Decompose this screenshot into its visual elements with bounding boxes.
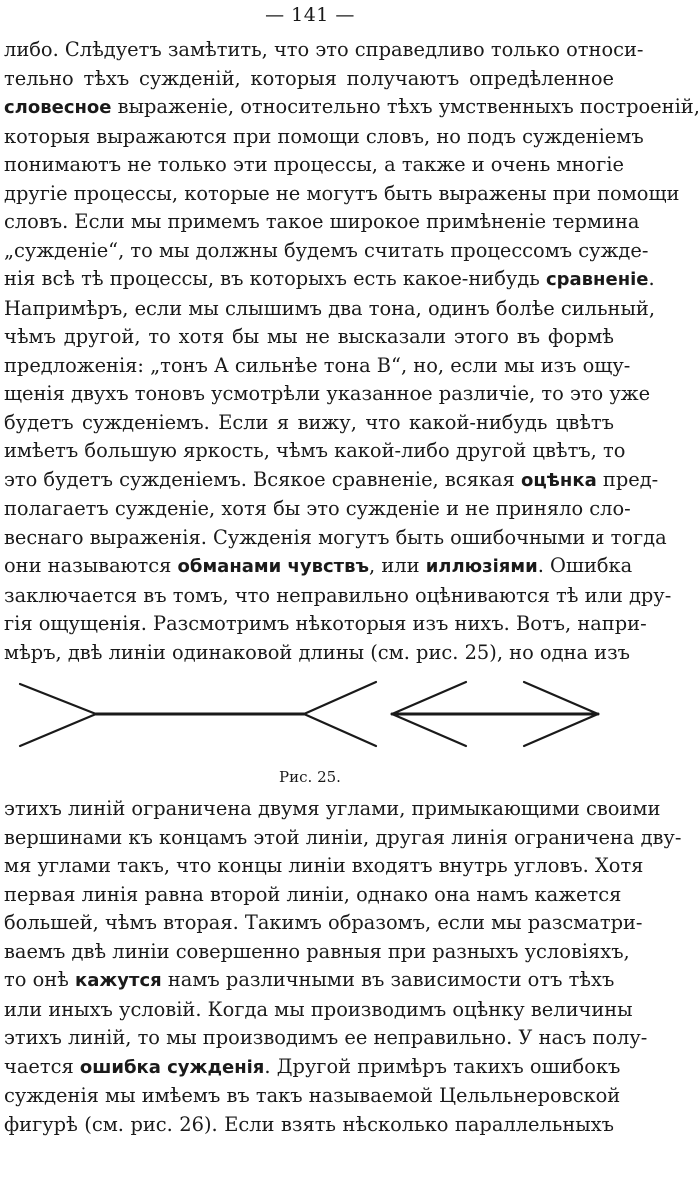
emphasized-term: иллюзіями <box>425 556 538 577</box>
text-line: будетъ сужденіемъ. Если я вижу, что какой-нибудь цвѣтъ <box>4 410 614 434</box>
text-line: „сужденіе“, то мы должны будемъ считать процессомъ сужде- <box>4 238 649 262</box>
text-line: фигурѣ (см. рис. 26). Если взять нѣсколько параллельныхъ <box>4 1112 614 1136</box>
text-line: заключается въ томъ, что неправильно оцѣниваются тѣ или дру- <box>4 583 672 607</box>
figure-right-fin-upper-left <box>392 682 466 714</box>
text-line: сужденія мы имѣемъ въ такъ называемой Цельльнеровской <box>4 1084 621 1107</box>
figure-left-fin-upper-right <box>304 682 376 714</box>
emphasized-term: ошибка сужденія <box>79 1056 265 1078</box>
text-line: предложенія: „тонъ А сильнѣе тона В“, но, если мы изъ ощу- <box>4 353 631 377</box>
text-line: полагаетъ сужденіе, хотя бы это сужденіе и не приняло сло- <box>4 497 631 520</box>
text-line: другіе процессы, которые не могутъ быть выражены при помощи <box>4 181 680 205</box>
figure-caption: Рис. 25. <box>279 768 341 786</box>
text-line: Напримѣръ, если мы слышимъ два тона, одинъ болѣе сильный, <box>4 296 656 320</box>
text-line: тельно тѣхъ сужденій, которыя получаютъ опредѣленное <box>4 66 614 90</box>
text-line: этихъ линій, то мы производимъ ее неправильно. У насъ полу- <box>4 1026 648 1049</box>
text-line: которыя выражаются при помощи словъ, но подъ сужденіемъ <box>4 124 644 148</box>
text-line: понимаютъ не только эти процессы, а также и очень многіе <box>4 153 624 176</box>
text-line: мѣръ, двѣ линіи одинаковой длины (см. рис. 25), но одна изъ <box>4 640 631 664</box>
figure-right-fin-lower-right <box>524 714 598 746</box>
text-line: первая линія равна второй линіи, однако она намъ кажется <box>4 882 622 906</box>
emphasized-term: обманами чувствъ <box>177 556 370 577</box>
text-line: чается ошибка сужденія. Другой примѣръ такихъ ошибокъ <box>4 1054 621 1078</box>
figure-right-fin-upper-right <box>524 682 598 714</box>
text-line: или иныхъ условій. Когда мы производимъ оцѣнку величины <box>4 997 633 1021</box>
text-line: большей, чѣмъ вторая. Такимъ образомъ, если мы разсматри- <box>4 911 643 934</box>
body-paragraph-bottom <box>4 795 682 1139</box>
emphasized-term: оцѣнка <box>520 469 597 491</box>
text-line: веснаго выраженія. Сужденія могутъ быть ошибочными и тогда <box>4 525 667 549</box>
figure-right-fin-lower-left <box>392 714 466 746</box>
figure-left-fin-lower-left <box>20 714 96 746</box>
text-line: щенія двухъ тоновъ усмотрѣли указанное различіе, то это уже <box>4 382 651 405</box>
muller-lyer-figure <box>0 674 620 754</box>
text-line: нія всѣ тѣ процессы, въ которыхъ есть какое-нибудь сравненіе. <box>4 267 655 290</box>
text-line: чѣмъ другой, то хотя бы мы не высказали этого въ формѣ <box>4 325 614 348</box>
emphasized-term: кажутся <box>75 970 162 991</box>
text-line: вершинами къ концамъ этой линіи, другая линія ограничена дву- <box>4 825 682 849</box>
body-paragraph-top <box>4 36 700 667</box>
text-line: этихъ линій ограничена двумя углами, примыкающими своими <box>4 797 661 820</box>
text-line: либо. Слѣдуетъ замѣтить, что это справедливо только относи- <box>4 38 644 61</box>
text-line: словесное выраженіе, относительно тѣхъ умственныхъ построеній, <box>4 95 700 118</box>
text-line: гія ощущенія. Разсмотримъ нѣкоторыя изъ нихъ. Вотъ, напри- <box>4 612 647 635</box>
text-line: ваемъ двѣ линіи совершенно равныя при разныхъ условіяхъ, <box>4 939 630 963</box>
figure-left-fin-upper-left <box>20 684 96 714</box>
text-line: это будетъ сужденіемъ. Всякое сравненіе, всякая оцѣнка пред- <box>4 467 659 491</box>
text-line: словъ. Если мы примемъ такое широкое примѣненіе термина <box>4 210 640 233</box>
text-line: мя углами такъ, что концы линіи входятъ внутрь угловъ. Хотя <box>4 854 644 877</box>
text-line: то онѣ кажутся намъ различными въ зависимости отъ тѣхъ <box>4 968 615 991</box>
emphasized-term: словесное <box>4 97 112 118</box>
page-number: — 141 — <box>265 4 355 26</box>
figure-left-fin-lower-right <box>304 714 376 746</box>
text-line: имѣетъ большую яркость, чѣмъ какой-либо другой цвѣтъ, то <box>4 439 626 462</box>
text-line: они называются обманами чувствъ, или иллюзіями. Ошибка <box>4 554 633 577</box>
emphasized-term: сравненіе <box>545 269 649 290</box>
